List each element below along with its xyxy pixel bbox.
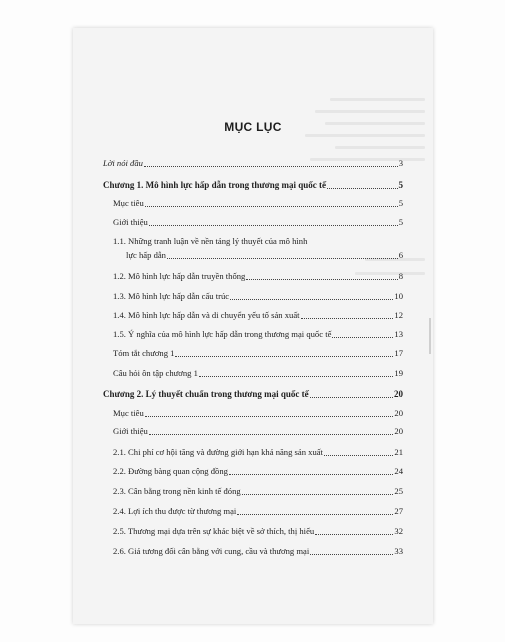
toc-entry: [103, 310, 403, 321]
toc-entry-page: 32: [394, 526, 403, 536]
dot-leader: [237, 513, 393, 515]
toc-entry-page: 20: [394, 408, 403, 418]
toc-entry-page: 17: [394, 348, 403, 358]
toc-entry-label: 1.2. Mô hình lực hấp dẫn truyền thống: [113, 271, 246, 281]
dot-leader: [301, 317, 394, 319]
dot-leader: [145, 205, 398, 207]
bleed-through-line: [315, 110, 425, 113]
toc-entry: [103, 271, 403, 282]
toc-entry-page: 20: [394, 389, 403, 399]
toc-entry-page: 5: [398, 217, 403, 227]
dot-leader: [310, 553, 393, 555]
toc-entry-label: Tóm tắt chương 1: [113, 348, 175, 358]
toc-entry-page: 12: [394, 310, 403, 320]
toc-entry: [103, 526, 403, 537]
toc-entry-page: 6: [398, 250, 403, 260]
dot-leader: [199, 375, 394, 377]
dot-leader: [324, 454, 393, 456]
toc-entry-label: Mục tiêu: [113, 408, 144, 418]
toc-entry: [103, 329, 403, 340]
toc-entry-page: 5: [398, 180, 403, 190]
toc-entry-page: 25: [394, 486, 403, 496]
toc-entry-label: 1.3. Mô hình lực hấp dẫn cấu trúc: [113, 291, 230, 301]
dot-leader: [332, 336, 393, 338]
toc-entry-label: Chương 1. Mô hình lực hấp dẫn trong thương mại quốc tế: [103, 180, 327, 190]
toc-entry: [103, 198, 403, 209]
bleed-through-line: [330, 98, 425, 101]
dot-leader: [149, 224, 398, 226]
toc-entry-label: 1.5. Ý nghĩa của mô hình lực hấp dẫn trong thương mại quốc tế: [113, 329, 332, 339]
toc-entry-page: 27: [394, 506, 403, 516]
bleed-through-line: [335, 146, 425, 149]
toc-entry: [103, 217, 403, 228]
dot-leader: [242, 493, 394, 495]
toc-entry-label-line1: 1.1. Những tranh luận về nền tảng lý thuyết của mô hình: [113, 236, 308, 246]
toc-entry-label: 2.4. Lợi ích thu được từ thương mại: [113, 506, 237, 516]
toc-entry: [103, 486, 403, 497]
toc-entry-label: 2.3. Cân bằng trong nền kinh tế đóng: [113, 486, 241, 496]
dot-leader: [230, 298, 393, 300]
dot-leader: [246, 278, 397, 280]
toc-entry: [103, 426, 403, 437]
toc-entry-label: 2.1. Chi phí cơ hội tăng và đường giới hạn khả năng sản xuất: [113, 447, 323, 457]
toc-entry-page: 3: [398, 158, 403, 168]
toc-entry-page: 19: [394, 368, 403, 378]
toc-entry: [103, 158, 403, 169]
toc-entry-label: Mục tiêu: [113, 198, 144, 208]
dot-leader: [144, 165, 398, 167]
dot-leader: [315, 533, 393, 535]
toc-entry: [103, 466, 403, 477]
toc-entry: [103, 291, 403, 302]
toc-entry-label-line2: lực hấp dẫn: [126, 250, 166, 260]
toc-entry-page: 10: [394, 291, 403, 301]
toc-entry-page: 24: [394, 466, 403, 476]
toc-entry-label: 2.6. Giá tương đối cân bằng với cung, cầu và thương mại: [113, 546, 310, 556]
toc-entry-label: Lời nói đầu: [103, 158, 143, 168]
bleed-through-line: [305, 134, 425, 137]
toc-entry-label: 2.2. Đường bàng quan cộng đồng: [113, 466, 228, 476]
toc-entry: [103, 408, 403, 419]
toc-chapter-entry: [103, 180, 403, 191]
dot-leader: [145, 415, 394, 417]
toc-entry: [103, 506, 403, 517]
toc-entry: [103, 447, 403, 458]
dot-leader: [175, 355, 393, 357]
toc-entry-page: 21: [394, 447, 403, 457]
toc-title: MỤC LỤC: [224, 120, 282, 134]
toc-entry-label: Giới thiệu: [113, 217, 148, 227]
book-page: [73, 28, 433, 624]
toc-chapter-entry: [103, 389, 403, 400]
toc-entry: [103, 546, 403, 557]
dot-leader: [149, 433, 394, 435]
dot-leader: [229, 473, 393, 475]
toc-entry-label: 1.4. Mô hình lực hấp dẫn và di chuyển yếu tố sản xuất: [113, 310, 300, 320]
dot-leader: [167, 257, 398, 259]
page-edge-mark: [429, 318, 431, 354]
toc-entry-page: 20: [394, 426, 403, 436]
toc-entry-label: Câu hỏi ôn tập chương 1: [113, 368, 198, 378]
toc-entry-label: Chương 2. Lý thuyết chuẩn trong thương mại quốc tế: [103, 389, 309, 399]
toc-entry: [103, 348, 403, 359]
toc-entry-page: 33: [394, 546, 403, 556]
toc-entry-label: 2.5. Thương mại dựa trên sự khác biệt về sở thích, thị hiếu: [113, 526, 315, 536]
toc-entry-label: Giới thiệu: [113, 426, 148, 436]
toc-entry-page: 5: [398, 198, 403, 208]
toc-entry: [103, 368, 403, 379]
toc-entry-page: 13: [394, 329, 403, 339]
toc-entry: [103, 250, 403, 261]
toc-entry-page: 8: [398, 271, 403, 281]
dot-leader: [327, 187, 397, 189]
dot-leader: [310, 396, 393, 398]
